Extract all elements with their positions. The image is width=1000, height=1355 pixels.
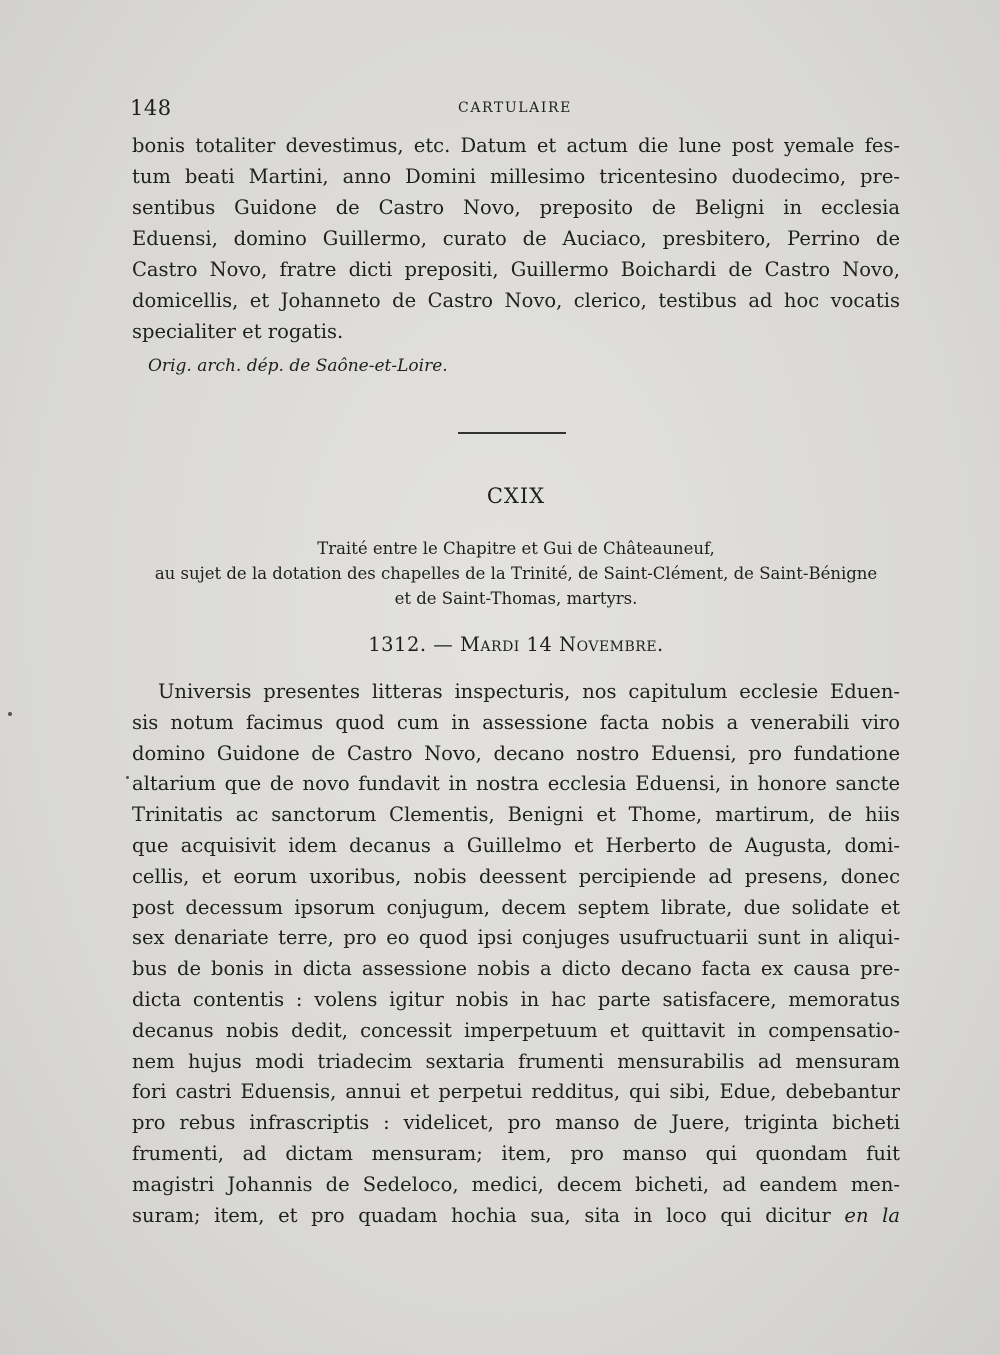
text-line: sis notum facimus quod cum in assessione facta nobis a venerabili viro bbox=[132, 710, 900, 734]
text-line: cellis, et eorum uxoribus, nobis deessent percipiende ad presens, donec bbox=[132, 864, 900, 888]
text-line: Trinitatis ac sanctorum Clementis, Benigni et Thome, martirum, de hiis bbox=[132, 803, 900, 827]
running-title: CARTULAIRE bbox=[458, 100, 572, 116]
paper-speck bbox=[8, 712, 12, 716]
text-line: Castro Novo, fratre dicti prepositi, Guillermo Boichardi de Castro Novo, bbox=[132, 258, 900, 281]
text-line: post decessum ipsorum conjugum, decem septem librate, due solidate et bbox=[132, 895, 900, 919]
page-number: 148 bbox=[130, 96, 172, 120]
text-line: Eduensi, domino Guillermo, curato de Auciaco, presbitero, Perrino de bbox=[132, 227, 900, 250]
text-line: domicellis, et Johanneto de Castro Novo, clerico, testibus ad hoc vocatis bbox=[132, 289, 900, 312]
summary-line: au sujet de la dotation des chapelles de la Trinité, de Saint-Clément, de Saint-Bénigne bbox=[154, 564, 878, 583]
charter-date: 1312. — Mardi 14 Novembre. bbox=[368, 633, 664, 656]
text-line: que acquisivit idem decanus a Guillelmo et Herberto de Augusta, domi- bbox=[132, 833, 900, 857]
charter-summary bbox=[132, 536, 900, 611]
section-divider bbox=[458, 432, 566, 434]
italic-text: en la bbox=[844, 1203, 900, 1227]
summary-line: Traité entre le Chapitre et Gui de Châteauneuf, bbox=[317, 539, 715, 558]
text-line: fori castri Eduensis, annui et perpetui redditus, qui sibi, Edue, debebantur bbox=[132, 1080, 900, 1104]
charter-number: CXIX bbox=[486, 484, 546, 508]
text-line: Universis presentes litteras inspecturis, nos capitulum ecclesie Eduen- bbox=[158, 680, 900, 703]
line-text: suram; item, et pro quadam hochia sua, sita in loco qui dicitur bbox=[132, 1203, 831, 1227]
previous-charter-ending bbox=[132, 130, 900, 347]
text-line: domino Guidone de Castro Novo, decano nostro Eduensi, pro fundatione bbox=[132, 741, 900, 765]
text-line: tum beati Martini, anno Domini millesimo tricentesino duodecimo, pre- bbox=[132, 165, 900, 188]
text-line: dicta contentis : volens igitur nobis in hac parte satisfacere, memoratus bbox=[132, 987, 900, 1011]
paper-speck bbox=[126, 776, 129, 779]
text-line: specialiter et rogatis. bbox=[132, 320, 344, 343]
text-line: sentibus Guidone de Castro Novo, preposito de Beligni in ecclesia bbox=[132, 196, 900, 219]
text-line: bus de bonis in dicta assessione nobis a dicto decano facta ex causa pre- bbox=[132, 957, 900, 981]
text-line: magistri Johannis de Sedeloco, medici, decem bicheti, ad eandem men- bbox=[132, 1172, 900, 1196]
summary-line: et de Saint-Thomas, martyrs. bbox=[394, 589, 638, 608]
source-citation: Orig. arch. dép. de Saône-et-Loire. bbox=[148, 356, 448, 376]
text-line: decanus nobis dedit, concessit imperpetuum et quittavit in compensatio- bbox=[132, 1018, 900, 1042]
charter-body bbox=[132, 677, 900, 1231]
text-line: bonis totaliter devestimus, etc. Datum et actum die lune post yemale fes- bbox=[132, 134, 900, 157]
text-line: sex denariate terre, pro eo quod ipsi conjuges usufructuarii sunt in aliqui- bbox=[132, 926, 900, 950]
text-line: altarium que de novo fundavit in nostra ecclesia Eduensi, in honore sancte bbox=[132, 772, 900, 796]
text-line: nem hujus modi triadecim sextaria frumenti mensurabilis ad mensuram bbox=[132, 1049, 900, 1073]
text-line: frumenti, ad dictam mensuram; item, pro manso qui quondam fuit bbox=[132, 1141, 900, 1165]
text-line bbox=[132, 1201, 900, 1232]
running-header bbox=[130, 96, 900, 126]
text-line: pro rebus infrascriptis : videlicet, pro manso de Juere, triginta bicheti bbox=[132, 1111, 900, 1135]
